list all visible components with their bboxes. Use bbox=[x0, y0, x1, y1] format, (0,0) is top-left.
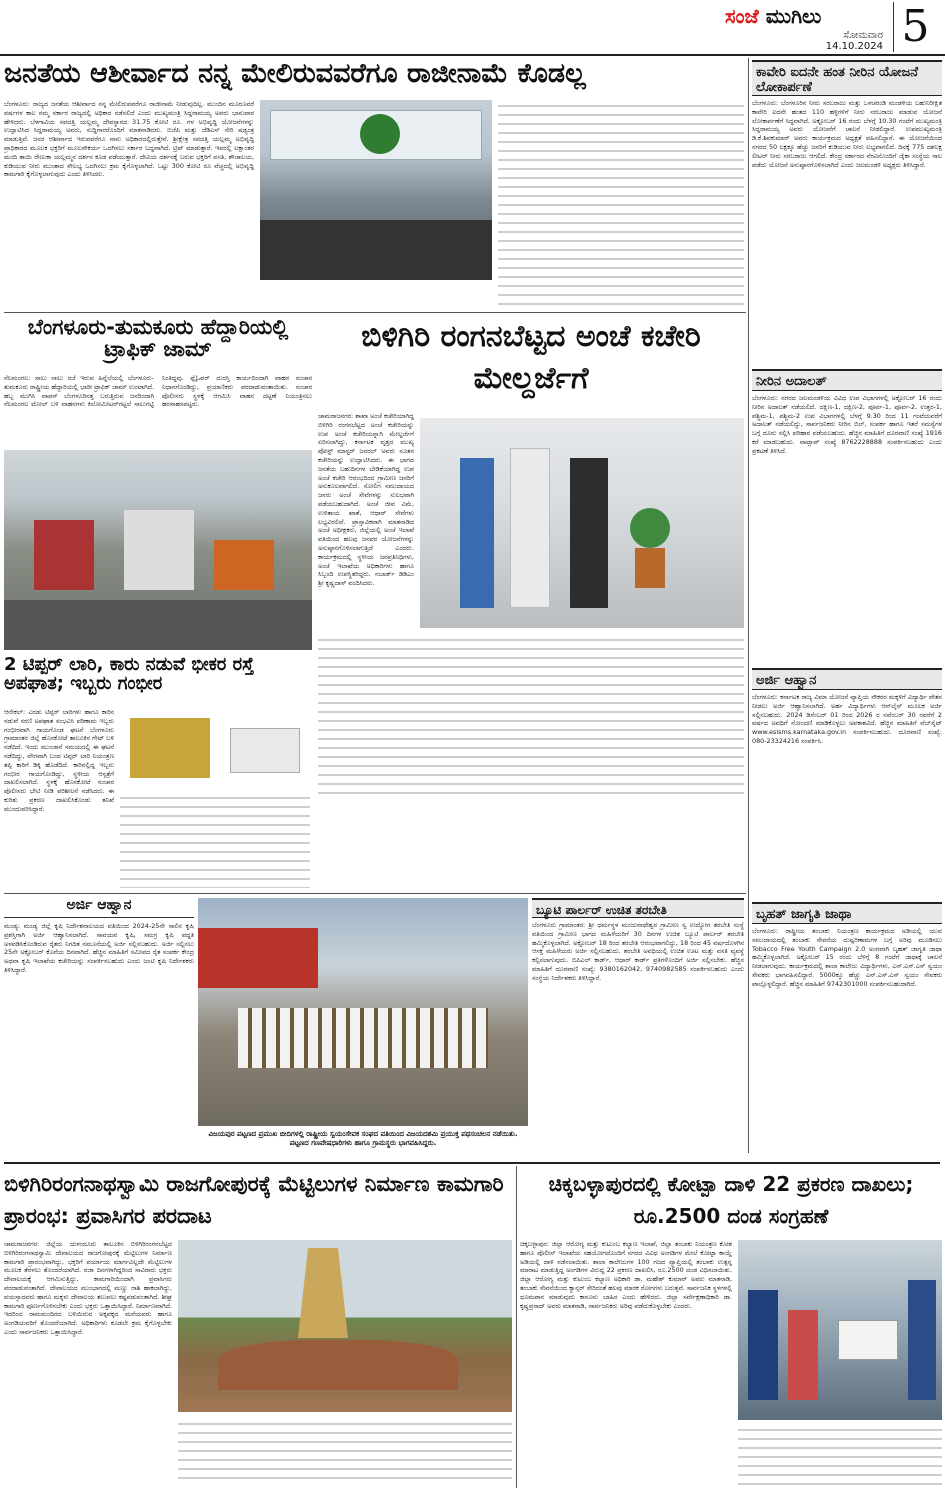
article-temple-steps bbox=[4, 1168, 512, 1488]
march-photo bbox=[198, 898, 528, 1126]
article-body-continued bbox=[498, 100, 744, 305]
article-body: ಚಾಮರಾಜನಗರ: ಜಿಲ್ಲೆಯ ಯಳಂದೂರು ತಾಲೂಕಿನ ಬಿಳಿಗಿರಿರಂಗನಬೆಟ್ಟದ ಬಿಳಿಗಿರಿರಂಗನಾಥಸ್ವಾಮಿ ದೇವಾಲಯದ ರಾಜಗೋಪುರಕ್ಕೆ ಮೆಟ್ಟಿಲುಗಳ ನಿರ್ಮಾಣ ಕಾಮಗಾರಿ ಪ್ರಾರಂಭವಾಗಿದ್ದು, ಭಕ್ತರಿಗೆ ಪರ್ಯಾಯ ಮಾರ್ಗವಿಲ್ಲದೇ ಮೆಟ್ಟಿಲುಗಳ ಮೂಲಕ ತೆರಳಲು ತೊಂದರೆಯಾಗಿದೆ. ರಜಾ ದಿನಗಳಾಗಿದ್ದರಿಂದ ಸಾವಿರಾರು ಭಕ್ತರು ದೇವಾಲಯಕ್ಕೆ ಆಗಮಿಸುತ್ತಿದ್ದು, ಕಾಮಗಾರಿಯಿಂದಾಗಿ ಪ್ರವಾಸಿಗರು ಪರದಾಡುವಂತಾಗಿದೆ. ದೇವಾಲಯದ ಮುಂಭಾಗದಲ್ಲಿ ಮಣ್ಣು ರಾಶಿ ಹಾಕಲಾಗಿದ್ದು, ವಯಸ್ಸಾದವರು ಹಾಗೂ ಮಕ್ಕಳು ದೇವಾಲಯ ತಲುಪಲು ಕಷ್ಟಪಡುವಂತಾಗಿದೆ. ಶೀಘ್ರ ಕಾಮಗಾರಿ ಪೂರ್ಣಗೊಳಿಸಬೇಕು ಎಂದು ಭಕ್ತರು ಒತ್ತಾಯಿಸಿದ್ದಾರೆ. ನಿರ್ಮಾಣವಾಗಿದೆ. ಇದರಿಂದ ರಾಮಮಂದಿರದ ಬಳಿಯಿರುವ ಅಕ್ಕಪಕ್ಕದ ಮನೆಯವರು ಹಾಗೂ ಅಂಗಡಿಯವರಿಗೆ ತೊಂದರೆಯಾಗಿದೆ. ಅಧಿಕಾರಿಗಳು ಕೂಡಲೇ ಕ್ರಮ ಕೈಗೊಳ್ಳಬೇಕು ಎಂದು ಸಾರ್ವಜನಿಕರು ಒತ್ತಾಯಿಸಿದ್ದಾರೆ. bbox=[4, 1240, 172, 1336]
headline: ಬಿಳಿಗಿರಿ ರಂಗನಬೆಟ್ಟದ ಅಂಚೆ ಕಚೇರಿ ಮೇಲ್ದರ್ಜೆಗೆ bbox=[361, 319, 701, 396]
masthead bbox=[0, 0, 945, 56]
text-continuation bbox=[178, 1418, 512, 1486]
headline: ಚಿಕ್ಕಬಳ್ಳಾಪುರದಲ್ಲಿ ಕೋಟ್ಪಾ ದಾಳಿ 22 ಪ್ರಕರಣ ದಾಖಲು; ರೂ.2500 ದಂಡ ಸಂಗ್ರಹಣೆ bbox=[548, 1172, 914, 1228]
section-divider bbox=[4, 893, 746, 894]
article-march-photo bbox=[198, 898, 528, 1160]
issue-day: ಸೋಮವಾರ bbox=[843, 30, 883, 41]
article-accident bbox=[4, 656, 312, 891]
photo-caption: ವಿಜಯಪುರ ಪಟ್ಟಣದ ಪ್ರಮುಖ ಬೀದಿಗಳಲ್ಲಿ ರಾಷ್ಟ್ರೀಯ ಸ್ವಯಂಸೇವಕ ಸಂಘದ ವತಿಯಿಂದ ವಿಜಯದಶಮಿ ಪ್ರಯುಕ್ತ ಪಥಸಂಚಲನ ನಡೆಯಿತು. ಪಟ್ಟಣದ ಗಣವೇಷಧಾರಿಗಳು ಹಾಗೂ ಗ್ರಾಮಸ್ಥರು ಭಾಗವಹಿಸಿದ್ದರು. bbox=[198, 1128, 528, 1160]
issue-date: 14.10.2024 bbox=[825, 41, 883, 52]
article-body: ಮಂಡ್ಯ: ಮಂಡ್ಯ ಜಿಲ್ಲೆ ಕೃಷಿ ನಿರ್ದೇಶನಾಲಯದ ವತಿಯಿಂದ 2024-25ನೇ ಸಾಲಿನ ಕೃಷಿ ಪ್ರಶಸ್ತಿಗಾಗಿ ಅರ್ಜಿ ಆಹ್ವಾನಿಸಲಾಗಿದೆ. ಸಾವಯವ ಕೃಷಿ, ಸಮಗ್ರ ಕೃಷಿ ಪದ್ಧತಿ ಅಳವಡಿಸಿಕೊಂಡಿರುವ ರೈತರು ನಿಗದಿತ ನಮೂನೆಯಲ್ಲಿ ಅರ್ಜಿ ಸಲ್ಲಿಸಬಹುದು. ಅರ್ಜಿ ಸಲ್ಲಿಸಲು 25ನೇ ಅಕ್ಟೋಬರ್ ಕೊನೆಯ ದಿನವಾಗಿದೆ. ಹೆಚ್ಚಿನ ಮಾಹಿತಿಗೆ ಸಮೀಪದ ರೈತ ಸಂಪರ್ಕ ಕೇಂದ್ರ ಅಥವಾ ಕೃಷಿ ಇಲಾಖೆಯ ಕಚೇರಿಯನ್ನು ಸಂಪರ್ಕಿಸಬಹುದು ಎಂದು ಜಂಟಿ ಕೃಷಿ ನಿರ್ದೇಶಕರು ತಿಳಿಸಿದ್ದಾರೆ. bbox=[4, 922, 194, 974]
article-body: ನೆಲಮಂಗಲ: ಸಾಲು ಸಾಲು ರಜೆ ಇರುವ ಹಿನ್ನೆಲೆಯಲ್ಲಿ ಬೆಂಗಳೂರು-ತುಮಕೂರು ರಾಷ್ಟ್ರೀಯ ಹೆದ್ದಾರಿಯಲ್ಲಿ ಭಾರೀ ಟ್ರಾಫಿಕ್ ಜಾಮ್ ಉಂಟಾಗಿದೆ. ಹಬ್ಬ ಮುಗಿಸಿ ವಾಪಸ್ ಬೆಂಗಳೂರಿನತ್ತ ಬರುತ್ತಿರುವ ಜನರಿಂದಾಗಿ ನೆಲಮಂಗಲ ಟೋಲ್ ಬಳಿ ವಾಹನಗಳು ಕಿಲೋಮೀಟರ್‌ಗಟ್ಟಲೆ ಸಾಲುಗಟ್ಟಿ ನಿಂತಿದ್ದವು. ಫ್ಲೈಓವರ್ ದುರಸ್ತಿ ಕಾರ್ಯದಿಂದಾಗಿ ವಾಹನ ಸಂಚಾರ ನಿಧಾನಗೊಂಡಿದ್ದು, ಪ್ರಯಾಣಿಕರು ಪರದಾಡುವಂತಾಯಿತು. ಸಂಚಾರ ಪೊಲೀಸರು ಸ್ಥಳಕ್ಕೆ ಆಗಮಿಸಿ ವಾಹನ ದಟ್ಟಣೆ ನಿಯಂತ್ರಿಸಲು ಹರಸಾಹಸಪಟ್ಟರು. bbox=[4, 374, 312, 409]
inauguration-photo bbox=[420, 418, 744, 628]
headline-water-adalat: ನೀರಿನ ಅದಾಲತ್ bbox=[752, 369, 942, 391]
text-continuation bbox=[318, 634, 744, 799]
raid-photo bbox=[738, 1240, 942, 1420]
water-adalat-body: ಬೆಂಗಳೂರು: ನಗರದ ಜಲಮಂಡಳಿಯ ವಿವಿಧ ಉಪ ವಿಭಾಗಗಳಲ್ಲಿ ಅಕ್ಟೋಬರ್ 16 ರಂದು ನೀರಿನ ಅದಾಲತ್ ನಡೆಯಲಿದೆ. ದಕ್ಷಿಣ-1, ದಕ್ಷಿಣ-2, ಪೂರ್ವ-1, ಪೂರ್ವ-2, ಉತ್ತರ-1, ಪಶ್ಚಿಮ-1, ಪಶ್ಚಿಮ-2 ಉಪ ವಿಭಾಗಗಳಲ್ಲಿ ಬೆಳಗ್ಗೆ 9.30 ರಿಂದ 11 ಗಂಟೆಯವರೆಗೆ ಅದಾಲತ್ ನಡೆಯಲಿದ್ದು, ಸಾರ್ವಜನಿಕರು ನೀರಿನ ಬಿಲ್, ಸಂಪರ್ಕ ಹಾಗೂ ಇತರೆ ಸಮಸ್ಯೆಗಳ ಬಗ್ಗೆ ದೂರು ಸಲ್ಲಿಸಿ ಪರಿಹಾರ ಪಡೆಯಬಹುದು. ಹೆಚ್ಚಿನ ಮಾಹಿತಿಗೆ ದೂರವಾಣಿ ಸಂಖ್ಯೆ 1916 ಕರೆ ಮಾಡಬಹುದು. ವಾಟ್ಸಾಪ್ ಸಂಖ್ಯೆ 8762228888 ಸಂಪರ್ಕಿಸಬಹುದು ಎಂದು ಪ್ರಕಟಣೆ ತಿಳಿಸಿದೆ. bbox=[752, 394, 942, 455]
article-application-mandya bbox=[4, 898, 194, 1160]
column-divider bbox=[516, 1166, 517, 1488]
page-number: 5 bbox=[893, 2, 937, 52]
logo-part-2: ಮುಗಿಲು bbox=[765, 4, 822, 28]
headline: ಬೆಂಗಳೂರು-ತುಮಕೂರು ಹೆದ್ದಾರಿಯಲ್ಲಿ ಟ್ರಾಫಿಕ್ ಜಾಮ್ bbox=[27, 316, 289, 362]
application-body: ಬೆಂಗಳೂರು: ಕರ್ನಾಟಕ ರಾಜ್ಯ ವಿಮಾ ಯೋಜನೆ ವ್ಯಾಪ್ತಿಯ ನೌಕರರ ಮಕ್ಕಳಿಗೆ ವಿದ್ಯಾರ್ಥಿ ವೇತನ ನೀಡಲು ಅರ್ಜಿ ಆಹ್ವಾನಿಸಲಾಗಿದೆ. ಅರ್ಹ ವಿದ್ಯಾರ್ಥಿಗಳು ಆನ್‌ಲೈನ್ ಮೂಲಕ ಅರ್ಜಿ ಸಲ್ಲಿಸಬಹುದು. 2024 ಡಿಸೆಂಬರ್ 01 ರಿಂದ 2026 ರ ನವೆಂಬರ್ 30 ರವರೆಗೆ 2 ವರ್ಷದ ಅವಧಿಗೆ ನೋಂದಣಿ ಮಾಡಿಕೊಳ್ಳಲು ಅವಕಾಶವಿದೆ. ಹೆಚ್ಚಿನ ಮಾಹಿತಿಗೆ ವೆಬ್‌ಸೈಟ್ www.esisms.karnataka.gov.in ಸಂಪರ್ಕಿಸಬಹುದು. ದೂರವಾಣಿ ಸಂಖ್ಯೆ: 080-23324216 ಸಂಪರ್ಕಿಸಿ. bbox=[752, 693, 942, 745]
headline: ಬಿಳಿಗಿರಿರಂಗನಾಥಸ್ವಾಮಿ ರಾಜಗೋಪುರಕ್ಕೆ ಮೆಟ್ಟಿಲುಗಳ ನಿರ್ಮಾಣ ಕಾಮಗಾರಿ ಪ್ರಾರಂಭ: ಪ್ರವಾಸಿಗರ ಪರದಾಟ bbox=[4, 1172, 504, 1228]
headline-cauvery: ಕಾವೇರಿ ಐದನೇ ಹಂತ ನೀರಿನ ಯೋಜನೆ ಲೋಕಾರ್ಪಣೆ bbox=[752, 60, 942, 96]
article-body-continued bbox=[738, 1424, 942, 1486]
cauvery-body: ಬೆಂಗಳೂರು: ಬೆಂಗಳೂರಿನ ನೀರು ಸರಬರಾಜು ಮತ್ತು ಒಳಚರಂಡಿ ಮಂಡಳಿಯ ಬಹುನಿರೀಕ್ಷಿತ ಕಾವೇರಿ ಐದನೇ ಹಂತದ 110 ಹಳ್ಳಿಗಳಿಗೆ ನೀರು ಸರಬರಾಜು ಮಾಡುವ ಯೋಜನೆ ಲೋಕಾರ್ಪಣೆಗೆ ಸಿದ್ಧವಾಗಿದೆ. ಅಕ್ಟೋಬರ್ 16 ರಂದು ಬೆಳಗ್ಗೆ 10.30 ಗಂಟೆಗೆ ಮುಖ್ಯಮಂತ್ರಿ ಸಿದ್ದರಾಮಯ್ಯ ಅವರು ಯೋಜನೆಗೆ ಚಾಲನೆ ನೀಡಲಿದ್ದಾರೆ. ಉಪಮುಖ್ಯಮಂತ್ರಿ ಡಿ.ಕೆ.ಶಿವಕುಮಾರ್ ಅವರು ಕಾರ್ಯಕ್ರಮದ ಅಧ್ಯಕ್ಷತೆ ವಹಿಸಲಿದ್ದಾರೆ. ಈ ಯೋಜನೆಯಿಂದ ನಗರದ 50 ಲಕ್ಷಕ್ಕೂ ಹೆಚ್ಚು ಜನರಿಗೆ ಕುಡಿಯುವ ನೀರು ಲಭ್ಯವಾಗಲಿದೆ. ದಿನಕ್ಕೆ 775 ದಶಲಕ್ಷ ಲೀಟರ್ ನೀರು ಸರಬರಾಜು ಆಗಲಿದೆ. ಕೇಂದ್ರ ಸರ್ಕಾರದ ನೆರವಿನೊಂದಿಗೆ ಜೈಕಾ ಸಂಸ್ಥೆಯ ಸಾಲ ಪಡೆದು ಯೋಜನೆ ಅನುಷ್ಠಾನಗೊಳಿಸಲಾಗಿದೆ ಎಂದು ಜಲಮಂಡಳಿ ಅಧ್ಯಕ್ಷರು ತಿಳಿಸಿದ್ದಾರೆ. bbox=[752, 99, 942, 169]
headline: 2 ಟಿಪ್ಪರ್ ಲಾರಿ, ಕಾರು ನಡುವೆ ಭೀಕರ ರಸ್ತೆ ಅಪಘಾತ; ಇಬ್ಬರು ಗಂಭೀರ bbox=[4, 656, 254, 694]
article-body-continued bbox=[178, 1418, 512, 1486]
accident-photo bbox=[120, 708, 310, 788]
section-divider bbox=[4, 1162, 940, 1164]
text-continuation bbox=[498, 100, 744, 305]
article-traffic-jam bbox=[4, 316, 312, 651]
headline-application: ಅರ್ಜಿ ಆಹ್ವಾನ bbox=[752, 668, 942, 690]
press-meet-photo bbox=[260, 100, 492, 280]
column-divider bbox=[748, 58, 749, 1153]
article-body: ಆನೇಕಲ್: ಎರಡು ಟಿಪ್ಪರ್ ಲಾರಿಗಳು ಹಾಗೂ ಕಾರಿನ ನಡುವೆ ಸರಣಿ ಅಪಘಾತ ಸಂಭವಿಸಿ ಪರಿಣಾಮ ಇಬ್ಬರು ಗಂಭೀರವಾಗಿ ಗಾಯಗೊಂಡ ಘಟನೆ ಬೆಂಗಳೂರು ಗ್ರಾಮಾಂತರ ಜಿಲ್ಲೆ ಹೊಸಕೋಟೆ ತಾಲೂಕಿನ ಗೇಟ್ ಬಳಿ ನಡೆದಿದೆ. ಇಂದು ಮುಂಜಾನೆ ಸಮಯದಲ್ಲಿ ಈ ಘಟನೆ ನಡೆದಿದ್ದು, ವೇಗವಾಗಿ ಬಂದ ಟಿಪ್ಪರ್ ಲಾರಿ ನಿಯಂತ್ರಣ ತಪ್ಪಿ ಕಾರಿಗೆ ಡಿಕ್ಕಿ ಹೊಡೆದಿದೆ. ಕಾರಿನಲ್ಲಿದ್ದ ಇಬ್ಬರು ಗಂಭೀರ ಗಾಯಗೊಂಡಿದ್ದು, ಸ್ಥಳೀಯ ಆಸ್ಪತ್ರೆಗೆ ದಾಖಲಿಸಲಾಗಿದೆ. ಸ್ಥಳಕ್ಕೆ ಹೊಸಕೋಟೆ ಸಂಚಾರ ಪೊಲೀಸರು ಭೇಟಿ ನೀಡಿ ಪರಿಶೀಲನೆ ನಡೆಸಿದರು. ಈ ಕುರಿತು ಪ್ರಕರಣ ದಾಖಲಿಸಿಕೊಂಡು ತನಿಖೆ ಮುಂದುವರಿಸಿದ್ದಾರೆ. bbox=[4, 708, 114, 813]
text-continuation bbox=[738, 1424, 942, 1486]
right-column bbox=[752, 60, 942, 1160]
headline-awareness-rally: ಬೃಹತ್ ಜಾಗೃತಿ ಜಾಥಾ bbox=[752, 902, 942, 924]
headline: ಜನತೆಯ ಆಶೀರ್ವಾದ ನನ್ನ ಮೇಲಿರುವವರೆಗೂ ರಾಜೀನಾಮೆ ಕೊಡಲ್ಲ bbox=[4, 60, 586, 89]
article-post-office bbox=[318, 316, 744, 801]
logo-part-1: ಸಂಜೆ bbox=[725, 4, 759, 28]
article-lead bbox=[4, 60, 744, 308]
text-continuation bbox=[120, 792, 310, 888]
article-body-continued bbox=[318, 634, 744, 799]
article-body: ಚಿಕ್ಕಬಳ್ಳಾಪುರ: ಜಿಲ್ಲಾ ಆರೋಗ್ಯ ಮತ್ತು ಕುಟುಂಬ ಕಲ್ಯಾಣ ಇಲಾಖೆ, ಜಿಲ್ಲಾ ತಂಬಾಕು ನಿಯಂತ್ರಣ ಕೋಶ ಹಾಗೂ ಪೊಲೀಸ್ ಇಲಾಖೆಯ ಸಹಯೋಗದೊಂದಿಗೆ ನಗರದ ವಿವಿಧ ಅಂಗಡಿಗಳ ಮೇಲೆ ಕೋಟ್ಪಾ ಕಾಯ್ದೆ ಅಡಿಯಲ್ಲಿ ದಾಳಿ ನಡೆಸಲಾಯಿತು. ಶಾಲಾ ಕಾಲೇಜುಗಳ 100 ಗಜದ ವ್ಯಾಪ್ತಿಯಲ್ಲಿ ತಂಬಾಕು ಉತ್ಪನ್ನ ಮಾರಾಟ ಮಾಡುತ್ತಿದ್ದ ಅಂಗಡಿಗಳ ವಿರುದ್ಧ 22 ಪ್ರಕರಣ ದಾಖಲಿಸಿ, ರೂ.2500 ದಂಡ ವಿಧಿಸಲಾಯಿತು. ಜಿಲ್ಲಾ ಆರೋಗ್ಯ ಮತ್ತು ಕುಟುಂಬ ಕಲ್ಯಾಣ ಅಧಿಕಾರಿ ಡಾ. ಮಹೇಶ್ ಕುಮಾರ್ ಅವರು ಮಾತನಾಡಿ, ತಂಬಾಕು ಸೇವನೆಯಿಂದ ಕ್ಯಾನ್ಸರ್ ಸೇರಿದಂತೆ ಹಲವು ಮಾರಕ ರೋಗಗಳು ಬರುತ್ತವೆ. ಸಾರ್ವಜನಿಕ ಸ್ಥಳಗಳಲ್ಲಿ ಧೂಮಪಾನ ಮಾಡುವುದು ಕಾನೂನು ಬಾಹಿರ ಎಂದು ಹೇಳಿದರು. ಜಿಲ್ಲಾ ಸರ್ವೇಕ್ಷಣಾಧಿಕಾರಿ ಡಾ. ಕೃಷ್ಣಪ್ರಸಾದ್ ಅವರು ಮಾತನಾಡಿ, ಸಾರ್ವಜನಿಕರು ಅರಿವು ಪಡೆದುಕೊಳ್ಳಬೇಕು ಎಂದರು. bbox=[520, 1240, 732, 1310]
temple-construction-photo bbox=[178, 1240, 512, 1412]
section-divider bbox=[4, 312, 746, 313]
article-beauty-parlour bbox=[532, 898, 744, 1160]
traffic-photo bbox=[4, 450, 312, 650]
article-body: ಬೆಂಗಳೂರು ಗ್ರಾಮಾಂತರ: ಶ್ರೀ ಧರ್ಮಸ್ಥಳ ಮಂಜುನಾಥೇಶ್ವರ ಗ್ರಾಮೀಣ ಸ್ವ ಉದ್ಯೋಗ ತರಬೇತಿ ಸಂಸ್ಥೆ ವತಿಯಿಂದ ಗ್ರಾಮೀಣ ಭಾಗದ ಮಹಿಳೆಯರಿಗೆ 30 ದಿನಗಳ ಉಚಿತ ಬ್ಯೂಟಿ ಪಾರ್ಲರ್ ತರಬೇತಿ ಹಮ್ಮಿಕೊಳ್ಳಲಾಗಿದೆ. ಅಕ್ಟೋಬರ್ 18 ರಿಂದ ತರಬೇತಿ ಆರಂಭವಾಗಲಿದ್ದು, 18 ರಿಂದ 45 ವರ್ಷದೊಳಗಿನ ಆಸಕ್ತ ಮಹಿಳೆಯರು ಅರ್ಜಿ ಸಲ್ಲಿಸಬಹುದು. ತರಬೇತಿ ಅವಧಿಯಲ್ಲಿ ಉಚಿತ ಊಟ ಮತ್ತು ವಸತಿ ವ್ಯವಸ್ಥೆ ಕಲ್ಪಿಸಲಾಗುವುದು. ಬಿಪಿಎಲ್ ಕಾರ್ಡ್, ಆಧಾರ್ ಕಾರ್ಡ್ ಪ್ರತಿಗಳೊಂದಿಗೆ ಅರ್ಜಿ ಸಲ್ಲಿಸಬೇಕು. ಹೆಚ್ಚಿನ ಮಾಹಿತಿಗೆ ದೂರವಾಣಿ ಸಂಖ್ಯೆ: 9380162042, 9740982585 ಸಂಪರ್ಕಿಸಬಹುದು ಎಂದು ಸಂಸ್ಥೆಯ ನಿರ್ದೇಶಕರು ತಿಳಿಸಿದ್ದಾರೆ. bbox=[532, 921, 744, 982]
headline: ಅರ್ಜಿ ಆಹ್ವಾನ bbox=[4, 898, 194, 918]
article-body: ಬೆಂಗಳೂರು: ರಾಜ್ಯದ ಜನತೆಯ ಆಶೀರ್ವಾದ ನನ್ನ ಮೇಲಿರುವವರೆಗೂ ರಾಜೀನಾಮೆ ನೀಡುವುದಿಲ್ಲ. ಮುಂದಿನ ಮೂರೂವರೆ ವರ್ಷಗಳ ಕಾಲ ನಮ್ಮ ಸರ್ಕಾರ ರಾಜ್ಯದಲ್ಲಿ ಅಧಿಕಾರ ನಡೆಸಲಿದೆ ಎಂದು ಮುಖ್ಯಮಂತ್ರಿ ಸಿದ್ದರಾಮಯ್ಯ ಅವರು ಭಾನುವಾರ ಹೇಳಿದರು. ಬೆಳಗಾವಿಯ ಸವದತ್ತಿ ಯಲ್ಲಮ್ಮ ದೇವಸ್ಥಾನದ 31.75 ಕೋಟಿ ರೂ. ಗಳ ಅಭಿವೃದ್ಧಿ ಯೋಜನೆಗಳನ್ನು ಉದ್ಘಾಟಿಸಿದ ಸಿದ್ದರಾಮಯ್ಯ ಅವರು, ಸುದ್ದಿಗಾರರೊಂದಿಗೆ ಮಾತನಾಡಿದರು. ಬಿಜೆಪಿ ಮತ್ತು ಜೆಡಿಎಸ್ ಸೇರಿ ಷಡ್ಯಂತ್ರ ಮಾಡುತ್ತಿವೆ. ಜನರ ಆಶೀರ್ವಾದ ಇರುವವರೆಗೂ ನಾನು ಅಧಿಕಾರದಲ್ಲಿರುತ್ತೇನೆ. ಶ್ರೀಕ್ಷೇತ್ರ ಸವದತ್ತಿ ಯಲ್ಲಮ್ಮ ಅಭಿವೃದ್ಧಿ ಪ್ರಾಧಿಕಾರದ ಮೂಲಕ ಭಕ್ತರಿಗೆ ಮೂಲಸೌಕರ್ಯ ಒದಗಿಸಲು ಸರ್ಕಾರ ಬದ್ಧವಾಗಿದೆ. ಟ್ರಿಪ್ ಮಾಡುತ್ತಾರೆ. ಇವರಲ್ಲಿ ಲಕ್ಷಾಂತರ ಮಂದಿ ತಾಯಿ ರೇಣುಕಾ ಯಲ್ಲಮ್ಮನ ದರ್ಶನ ಕೂಡ ಪಡೆಯುತ್ತಾರೆ. ದೇವಿಯ ದರ್ಶನಕ್ಕೆ ಬರುವ ಭಕ್ತರಿಗೆ ವಸತಿ, ಶೌಚಾಲಯ, ಕುಡಿಯುವ ನೀರು ಮುಂತಾದ ಸೌಲಭ್ಯ ಒದಗಿಸಲು ಕ್ರಮ ಕೈಗೊಳ್ಳಲಾಗಿದೆ. ಒಟ್ಟು 300 ಕೋಟಿ ರೂ ವೆಚ್ಚದಲ್ಲಿ ಅಭಿವೃದ್ಧಿ ಕಾಮಗಾರಿ ಕೈಗೊಳ್ಳಲಾಗುವುದು ಎಂದು ತಿಳಿಸಿದರು. bbox=[4, 100, 254, 179]
awareness-rally-body: ಬೆಂಗಳೂರು: ರಾಷ್ಟ್ರೀಯ ತಂಬಾಕು ನಿಯಂತ್ರಣ ಕಾರ್ಯಕ್ರಮದ ಅಡಿಯಲ್ಲಿ ಯುವ ಸಮುದಾಯದಲ್ಲಿ ತಂಬಾಕು ಸೇವನೆಯ ದುಷ್ಪರಿಣಾಮಗಳ ಬಗ್ಗೆ ಅರಿವು ಮೂಡಿಸಲು Tobacco Free Youth Campaign 2.0 ಅಂಗವಾಗಿ ಬೃಹತ್ ಜಾಗೃತಿ ಜಾಥಾ ಹಮ್ಮಿಕೊಳ್ಳಲಾಗಿದೆ. ಅಕ್ಟೋಬರ್ 15 ರಂದು ಬೆಳಿಗ್ಗೆ 8 ಗಂಟೆಗೆ ಜಾಥಾಕ್ಕೆ ಚಾಲನೆ ನೀಡಲಾಗುವುದು. ಕಾರ್ಯಕ್ರಮದಲ್ಲಿ ಶಾಲಾ ಕಾಲೇಜು ವಿದ್ಯಾರ್ಥಿಗಳು, ಎನ್.ಎಸ್.ಎಸ್ ಸ್ವಯಂ ಸೇವಕರು ಭಾಗವಹಿಸಲಿದ್ದಾರೆ. 5000ಕ್ಕೂ ಹೆಚ್ಚು ಎನ್.ಎಸ್.ಎಸ್ ಸ್ವಯಂ ಸೇವಕರು ಪಾಲ್ಗೊಳ್ಳಲಿದ್ದಾರೆ. ಹೆಚ್ಚಿನ ಮಾಹಿತಿಗೆ 9742301000 ಸಂಪರ್ಕಿಸಬಹುದಾಗಿದೆ. bbox=[752, 927, 942, 988]
headline: ಬ್ಯೂಟಿ ಪಾರ್ಲರ್ ಉಚಿತ ತರಬೇತಿ bbox=[532, 898, 744, 918]
article-body: ಚಾಮರಾಜನಗರ: ಶಾಖಾ ಅಂಚೆ ಕಚೇರಿಯಾಗಿದ್ದ ಬಿಳಿಗಿರಿ ರಂಗನಬೆಟ್ಟದ ಅಂಚೆ ಕಚೇರಿಯನ್ನು ಉಪ ಅಂಚೆ ಕಚೇರಿಯನ್ನಾಗಿ ಮೇಲ್ದರ್ಜೆಗೆ ಏರಿಸಲಾಗಿದ್ದು, ಕರ್ನಾಟಕ ವೃತ್ತದ ಮುಖ್ಯ ಪೋಸ್ಟ್ ಮಾಸ್ಟರ್ ಜನರಲ್ ಅವರು ನೂತನ ಕಚೇರಿಯನ್ನು ಉದ್ಘಾಟಿಸಿದರು. ಈ ಭಾಗದ ಜನತೆಯ ಬಹುದಿನಗಳ ಬೇಡಿಕೆಯಾಗಿದ್ದ ಉಪ ಅಂಚೆ ಕಚೇರಿ ಆರಂಭದಿಂದ ಗ್ರಾಮೀಣ ಜನರಿಗೆ ಅನುಕೂಲವಾಗಲಿದೆ. ಸೋಲಿಗ ಸಮುದಾಯದ ಜನರು ಅಂಚೆ ಸೇವೆಗಳನ್ನು ಸುಲಭವಾಗಿ ಪಡೆಯಬಹುದಾಗಿದೆ. ಅಂಚೆ ಜೀವ ವಿಮೆ, ಉಳಿತಾಯ ಖಾತೆ, ಆಧಾರ್ ಸೇವೆಗಳು ಲಭ್ಯವಿರಲಿವೆ. ಪ್ರಾಸ್ತಾವಿಕವಾಗಿ ಮಾತನಾಡಿದ ಅಂಚೆ ಅಧೀಕ್ಷಕರು, ಜಿಲ್ಲೆಯಲ್ಲಿ ಅಂಚೆ ಇಲಾಖೆ ವತಿಯಿಂದ ಹಲವು ಜನಪರ ಯೋಜನೆಗಳನ್ನು ಅನುಷ್ಠಾನಗೊಳಿಸಲಾಗುತ್ತಿದೆ ಎಂದರು. ಕಾರ್ಯಕ್ರಮದಲ್ಲಿ ಸ್ಥಳೀಯ ಜನಪ್ರತಿನಿಧಿಗಳು, ಅಂಚೆ ಇಲಾಖೆಯ ಅಧಿಕಾರಿಗಳು ಹಾಗೂ ಸಿಬ್ಬಂದಿ ಉಪಸ್ಥಿತರಿದ್ದರು. ನಬಾರ್ಡ್ ಡಿಡಿಎಂ ಶ್ರೀ ಕೃಷ್ಣದಾಸ್ ವಂದಿಸಿದರು. bbox=[318, 412, 414, 588]
article-body-continued bbox=[120, 792, 310, 888]
article-cotpa-raid bbox=[520, 1168, 942, 1488]
